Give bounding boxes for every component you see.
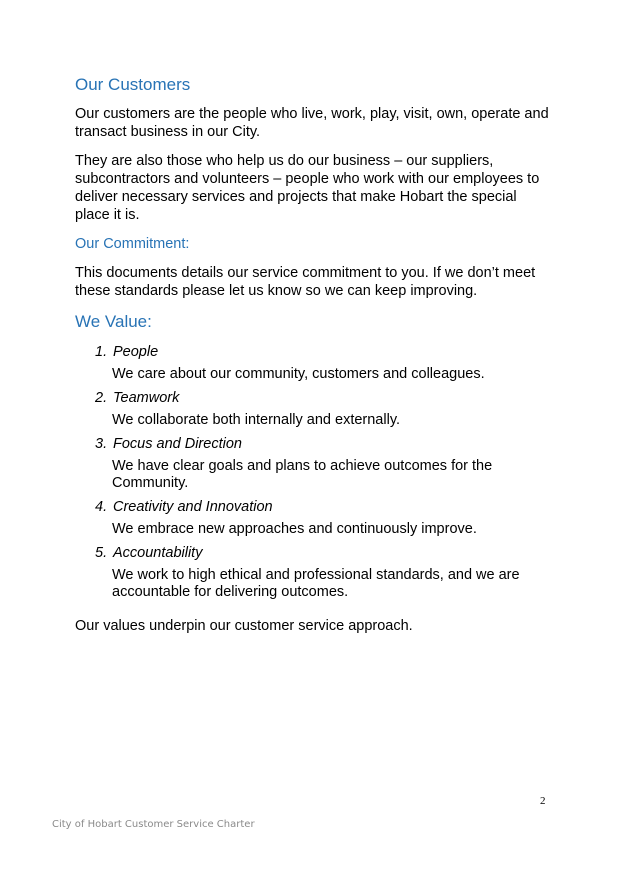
values-list — [75, 343, 555, 601]
list-item — [75, 389, 555, 429]
value-title — [95, 343, 555, 361]
value-number: 2. — [95, 390, 108, 406]
value-title-text: Teamwork — [113, 390, 180, 406]
document-footer: City of Hobart Customer Service Charter — [52, 819, 255, 830]
customers-heading: Our Customers — [75, 75, 191, 94]
value-title — [95, 544, 555, 562]
value-description: We care about our community, customers and colleagues. — [112, 366, 485, 382]
value-description: We work to high ethical and professional standards, and we are accountable for delivering outcomes. — [112, 567, 520, 600]
values-heading: We Value: — [75, 312, 152, 331]
commitment-heading: Our Commitment: — [75, 236, 190, 252]
value-number: 1. — [95, 344, 108, 360]
value-title-text: People — [113, 344, 159, 360]
value-title — [95, 389, 555, 407]
list-item — [75, 343, 555, 383]
customers-paragraph-2: They are also those who help us do our business – our suppliers, subcontractors and volunteers – people who work with our employees to deliver necessary services and projects that make Hobart the special place it is. — [75, 153, 540, 223]
closing-statement: Our values underpin our customer service approach. — [75, 618, 413, 634]
list-item — [75, 544, 555, 601]
value-number: 5. — [95, 545, 108, 561]
value-description: We embrace new approaches and continuously improve. — [112, 521, 477, 537]
value-title-text: Accountability — [113, 545, 203, 561]
value-description: We have clear goals and plans to achieve outcomes for the Community. — [112, 458, 493, 491]
value-title — [95, 498, 555, 516]
value-title-text: Focus and Direction — [113, 436, 242, 452]
value-number: 4. — [95, 499, 108, 515]
customers-paragraph-1: Our customers are the people who live, work, play, visit, own, operate and transact business in our City. — [75, 106, 549, 140]
value-title-text: Creativity and Innovation — [113, 499, 273, 515]
list-item — [75, 435, 555, 492]
commitment-paragraph: This documents details our service commitment to you. If we don’t meet these standards please let us know so we can keep improving. — [75, 265, 536, 299]
page-number: 2 — [540, 795, 546, 807]
list-item — [75, 498, 555, 538]
document-page — [75, 74, 555, 635]
value-description: We collaborate both internally and externally. — [112, 412, 401, 428]
value-number: 3. — [95, 436, 108, 452]
value-title — [95, 435, 555, 453]
